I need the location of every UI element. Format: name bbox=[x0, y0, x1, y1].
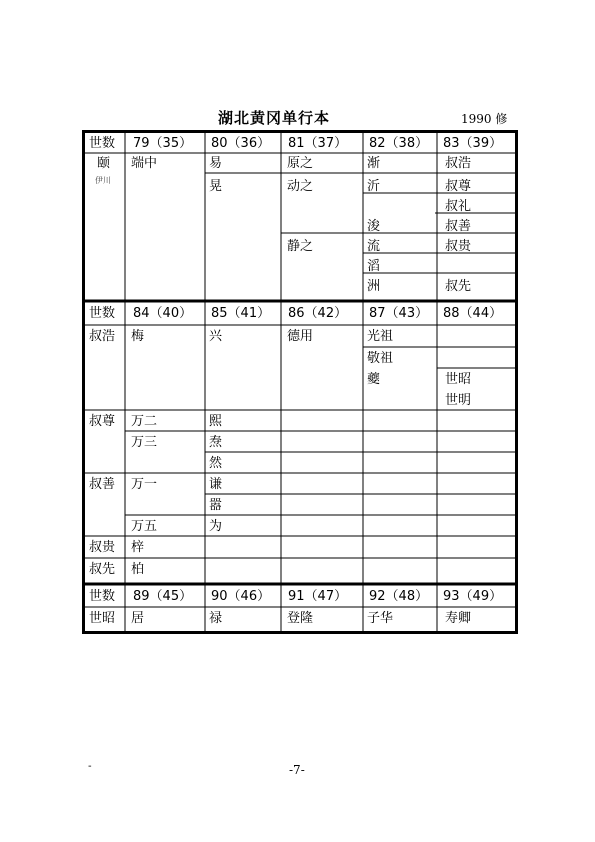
parent-name: 叔尊 bbox=[89, 414, 116, 429]
person-85: 熙 bbox=[209, 414, 223, 429]
person-84: 万二 bbox=[131, 414, 158, 429]
person-85: 嚣 bbox=[209, 498, 223, 513]
person-87: 光祖 bbox=[367, 329, 394, 344]
gen-header-87: 87（43） bbox=[369, 306, 429, 321]
person-83: 叔礼 bbox=[445, 199, 472, 214]
gen-header-label: 世数 bbox=[89, 589, 116, 604]
gen-header-93: 93（49） bbox=[443, 589, 503, 604]
gen-header-91: 91（47） bbox=[288, 589, 348, 604]
gen-header-83: 83（39） bbox=[443, 136, 503, 151]
person-84: 柏 bbox=[131, 562, 145, 577]
person-84: 万三 bbox=[131, 435, 158, 450]
ancestor-name: 颐 bbox=[97, 156, 111, 171]
person-90: 禄 bbox=[209, 611, 223, 626]
person-86: 德用 bbox=[287, 329, 314, 344]
person-85: 然 bbox=[209, 456, 223, 471]
person-93: 寿卿 bbox=[445, 611, 472, 626]
person-85: 焘 bbox=[209, 435, 223, 450]
person-81: 原之 bbox=[287, 156, 314, 171]
revision-note: 1990 修 bbox=[461, 112, 508, 126]
gen-header-85: 85（41） bbox=[211, 306, 271, 321]
person-80: 易 bbox=[209, 156, 223, 171]
person-82: 洲 bbox=[367, 279, 381, 294]
gen-header-88: 88（44） bbox=[443, 306, 503, 321]
gen-header-84: 84（40） bbox=[133, 306, 193, 321]
person-84: 梅 bbox=[131, 329, 145, 344]
person-84: 万一 bbox=[131, 477, 158, 492]
parent-name: 叔先 bbox=[89, 562, 116, 577]
person-89: 居 bbox=[131, 611, 145, 626]
parent-name: 叔善 bbox=[89, 477, 116, 492]
person-81: 动之 bbox=[287, 179, 314, 194]
person-91: 登隆 bbox=[287, 611, 314, 626]
parent-name: 叔贵 bbox=[89, 540, 116, 555]
gen-header-86: 86（42） bbox=[288, 306, 348, 321]
gen-header-label: 世数 bbox=[89, 306, 116, 321]
person-82: 渐 bbox=[367, 156, 381, 171]
person-79: 端中 bbox=[131, 156, 158, 171]
person-83: 叔贵 bbox=[445, 239, 472, 254]
person-85: 兴 bbox=[209, 329, 223, 344]
person-82: 沂 bbox=[367, 179, 381, 194]
person-83: 叔尊 bbox=[445, 179, 472, 194]
person-83: 叔浩 bbox=[445, 156, 472, 171]
person-83: 叔先 bbox=[445, 279, 472, 294]
person-80: 晃 bbox=[209, 179, 223, 194]
person-82: 浚 bbox=[367, 219, 381, 234]
footer-mark: - bbox=[88, 761, 92, 772]
page-number: -7- bbox=[289, 763, 305, 777]
document-title: 湖北黄冈单行本 bbox=[218, 109, 331, 127]
person-87: 夔 bbox=[367, 372, 381, 387]
ancestor-note: 伊川 bbox=[95, 176, 111, 185]
person-85: 为 bbox=[209, 519, 223, 534]
person-87: 敬祖 bbox=[367, 351, 394, 366]
person-82: 滔 bbox=[367, 259, 381, 274]
person-82: 流 bbox=[367, 239, 381, 254]
person-84: 梓 bbox=[131, 540, 145, 555]
gen-header-89: 89（45） bbox=[133, 589, 193, 604]
genealogy-table bbox=[82, 130, 518, 634]
gen-header-92: 92（48） bbox=[369, 589, 429, 604]
gen-header-81: 81（37） bbox=[288, 136, 348, 151]
person-88: 世昭 bbox=[445, 372, 472, 387]
person-81: 静之 bbox=[287, 239, 314, 254]
gen-header-79: 79（35） bbox=[133, 136, 193, 151]
person-83: 叔善 bbox=[445, 219, 472, 234]
parent-name: 叔浩 bbox=[89, 329, 116, 344]
gen-header-80: 80（36） bbox=[211, 136, 271, 151]
parent-name: 世昭 bbox=[89, 611, 116, 626]
person-88: 世明 bbox=[445, 393, 472, 408]
person-85: 谦 bbox=[209, 477, 223, 492]
gen-header-82: 82（38） bbox=[369, 136, 429, 151]
gen-header-label: 世数 bbox=[89, 136, 116, 151]
person-92: 子华 bbox=[367, 611, 394, 626]
person-84: 万五 bbox=[131, 519, 158, 534]
gen-header-90: 90（46） bbox=[211, 589, 271, 604]
